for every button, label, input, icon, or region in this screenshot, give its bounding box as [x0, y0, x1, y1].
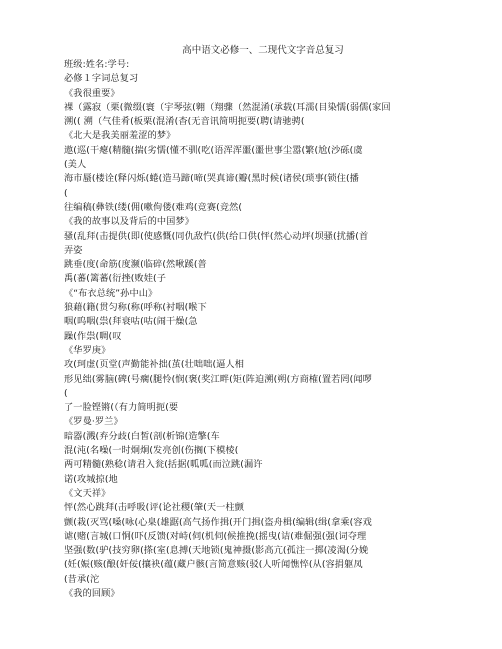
text-line: 跳垂(度(命筋(度濒(临碎(然啾蹊(普: [64, 259, 207, 271]
text-line: 两可精髓(熟稔(请君入瓮(括据(呱呱(而泣跳(漏许: [64, 459, 263, 471]
text-line: 裸（露寂（栗(微缀(寰（宇琴弦(翱（翔骤（然混淆(承载(耳濡(目染懦(弱儒(家回: [64, 101, 391, 113]
section-heading: 《罗曼·罗兰》: [64, 416, 123, 428]
text-line: (: [64, 187, 68, 199]
text-line: 坚强(数(驴(技穷卵(搽(室(息搏(天地锁(鬼神摄(影高亢(孤注一掷(凌渴(分娩: [64, 545, 369, 557]
section-heading: 《我的回顾》: [64, 587, 120, 599]
text-line: 海市蜃(楼诠(释闪烁(蜷(造马蹄(啼(哭真谛(瓣(黑时候(诸侯(琐事(锁住(播: [64, 173, 359, 185]
document-title: 高中语文必修一、二现代文字音总复习: [182, 45, 344, 56]
document-body: [64, 58, 462, 601]
text-line: 弄姿: [64, 244, 83, 256]
section-heading: 《我的故事以及背后的中国梦》: [64, 216, 195, 228]
text-line: 暗器(溅(弃分歧(白皙(剖(析锦(造擎(车: [64, 430, 220, 442]
text-line: 禹(蕃(篱蕃(衍挫(败娃(子: [64, 273, 167, 285]
text-line: 咽(呜咽(祟(拜衰咕(咕(闹干燥(急: [64, 316, 198, 328]
text-line: 躁(作祟(啁(叹: [64, 330, 122, 342]
text-line: (妊(娠(赅(酿(奸佞(攘袂(蕴(藏户骸(言简意赅(驳(人听闻憔悴(从(容捐躯凤: [64, 559, 363, 571]
text-line: 必修１字词总复习: [64, 73, 139, 85]
text-line: 骚(乱拜(击提供(即(使感慨(同仇敌忾(供(给口供(怦(然心动坪(坝骚(扰播(首: [64, 230, 369, 242]
text-line: 攻(珂虚(页堂(声勤能补拙(茧(壮咄咄(逼人相: [64, 359, 244, 371]
text-line: 谑(赌(言城(口恫(吓(反馈(对峙(伺(机伺(候推挽(摇曳(诘(难倔强(强(词夺理: [64, 530, 367, 542]
text-line: 往编稿(彝铁(缕(佣(嗽佝偻(难鸡(竞赛(竞然(: [64, 201, 243, 213]
text-line: 诺(攻城掠(地: [64, 473, 118, 485]
text-line: 溯(( 溯（气佳肴(板栗(混淆(杳(无音讯简明扼要(聘(请驰骋(: [64, 116, 305, 128]
text-line: 了一脸铿锵(（有力简明扼(要: [64, 402, 179, 414]
section-heading: 《北大是我美丽羞涩的梦》: [64, 130, 176, 142]
text-line: 狼藉(籍(贯匀称(称(呼称(衬咽(喉下: [64, 302, 207, 314]
text-line: 班级:姓名:学号:: [64, 59, 130, 70]
text-line: 颤(栽(灭骂(嗓(咏(心臬(雄踞(高气扬作揖(开门揖(盗舟楫(编辑(缉(拿乘(容戏: [64, 516, 372, 528]
text-line: 怦(然心跳拜(击呼吸(评(论社稷(肇(天一柱颤: [64, 502, 244, 514]
text-line: 遨(巡(干瘪(精髓(揣(劣懦(懂不驯(吃(语浑浑噩(噩世事尘嚣(繁(尬(沙砾(虞: [64, 144, 363, 156]
text-line: 混(沌(名噪(一时炯炯(发亮创(伤搁(下模棱(: [64, 445, 239, 457]
section-heading: 《我很重要》: [64, 87, 120, 99]
text-line: (美人: [64, 159, 87, 171]
text-line: 形见绌(雾脑(碑(号瘸(腿怜(悯(褒(奖江畔(矩(阵迫溯(朔(方商榷(置若罔(闻啰: [64, 373, 372, 385]
section-heading: 《文天祥》: [64, 487, 111, 499]
section-heading: 《华罗庚》: [64, 344, 111, 356]
text-line: (: [64, 387, 68, 399]
section-heading: 《“布衣总统”孙中山》: [64, 287, 158, 299]
text-line: (昔承(沱: [64, 573, 100, 585]
